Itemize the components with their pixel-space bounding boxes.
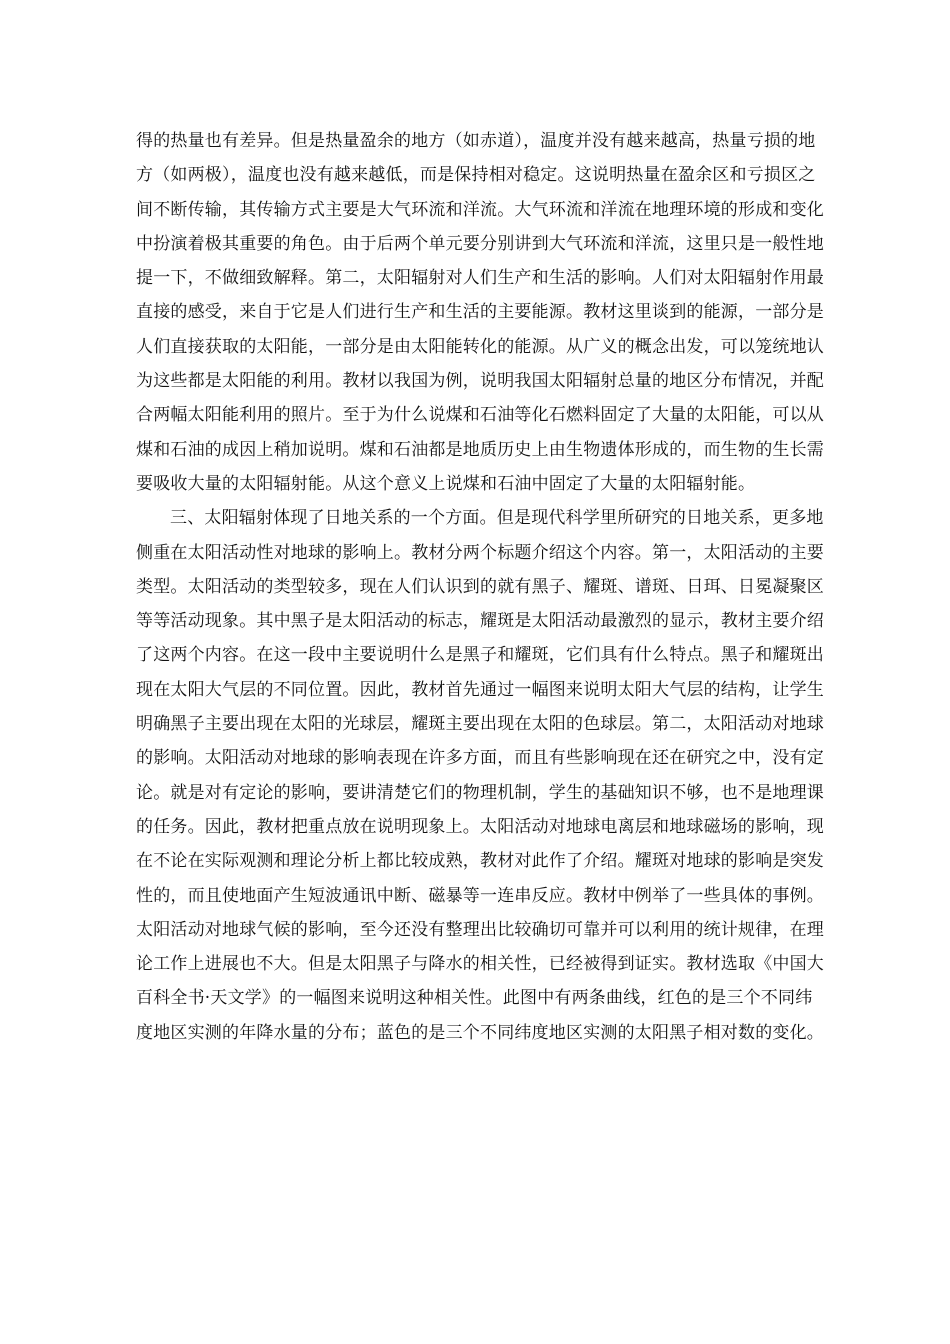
paragraph-start-line: 三、太阳辐射体现了日地关系的一个方面。但是现代科学里所研究的日地关系，更多地 — [170, 508, 824, 529]
text-line: 侧重在太阳活动性对地球的影响上。教材分两个标题介绍这个内容。第一，太阳活动的主要 — [136, 542, 824, 563]
text-line: 提一下，不做细致解释。第二，太阳辐射对人们生产和生活的影响。人们对太阳辐射作用最 — [136, 268, 824, 289]
text-line: 要吸收大量的太阳辐射能。从这个意义上说煤和石油中固定了大量的太阳辐射能。 — [136, 473, 756, 494]
text-line: 方（如两极），温度也没有越来越低，而是保持相对稳定。这说明热量在盈余区和亏损区之 — [136, 165, 816, 186]
text-line: 百科全书·天文学》的一幅图来说明这种相关性。此图中有两条曲线，红色的是三个不同纬 — [136, 988, 813, 1009]
text-line: 在不论在实际观测和理论分析上都比较成熟，教材对此作了介绍。耀斑对地球的影响是突发 — [136, 851, 824, 872]
text-line: 太阳活动对地球气候的影响，至今还没有整理出比较确切可靠并可以利用的统计规律，在理 — [136, 919, 824, 940]
text-line: 合两幅太阳能利用的照片。至于为什么说煤和石油等化石燃料固定了大量的太阳能，可以从 — [136, 405, 824, 426]
text-line: 人们直接获取的太阳能，一部分是由太阳能转化的能源。从广义的概念出发，可以笼统地认 — [136, 336, 824, 357]
text-line: 性的，而且使地面产生短波通讯中断、磁暴等一连串反应。教材中例举了一些具体的事例。 — [136, 885, 824, 906]
text-line: 煤和石油的成因上稍加说明。煤和石油都是地质历史上由生物遗体形成的，而生物的生长需 — [136, 439, 824, 460]
body-text — [136, 124, 824, 1050]
text-line: 度地区实测的年降水量的分布；蓝色的是三个不同纬度地区实测的太阳黑子相对数的变化。 — [136, 1022, 824, 1043]
text-line: 的任务。因此，教材把重点放在说明现象上。太阳活动对地球电离层和地球磁场的影响，现 — [136, 816, 824, 837]
text-line: 论工作上进展也不大。但是太阳黑子与降水的相关性，已经被得到证实。教材选取《中国大 — [136, 954, 824, 975]
text-line: 中扮演着极其重要的角色。由于后两个单元要分别讲到大气环流和洋流，这里只是一般性地 — [136, 233, 824, 254]
text-line: 得的热量也有差异。但是热量盈余的地方（如赤道），温度并没有越来越高，热量亏损的地 — [136, 131, 816, 151]
text-line: 等等活动现象。其中黑子是太阳活动的标志，耀斑是太阳活动最激烈的显示，教材主要介绍 — [136, 611, 824, 632]
text-line: 了这两个内容。在这一段中主要说明什么是黑子和耀斑，它们具有什么特点。黑子和耀斑出 — [136, 645, 824, 666]
text-line: 明确黑子主要出现在太阳的光球层，耀斑主要出现在太阳的色球层。第二，太阳活动对地球 — [136, 714, 824, 735]
text-line: 间不断传输，其传输方式主要是大气环流和洋流。大气环流和洋流在地理环境的形成和变化 — [136, 199, 824, 220]
text-line: 现在太阳大气层的不同位置。因此，教材首先通过一幅图来说明太阳大气层的结构，让学生 — [136, 679, 824, 700]
text-line: 论。就是对有定论的影响，要讲清楚它们的物理机制，学生的基础知识不够，也不是地理课 — [136, 782, 824, 803]
text-line: 为这些都是太阳能的利用。教材以我国为例，说明我国太阳辐射总量的地区分布情况，并配 — [136, 371, 824, 392]
text-line: 类型。太阳活动的类型较多，现在人们认识到的就有黑子、耀斑、谱斑、日珥、日冕凝聚区 — [136, 576, 824, 597]
text-line: 直接的感受，来自于它是人们进行生产和生活的主要能源。教材这里谈到的能源，一部分是 — [136, 302, 824, 323]
text-line: 的影响。太阳活动对地球的影响表现在许多方面，而且有些影响现在还在研究之中，没有定 — [136, 748, 824, 769]
